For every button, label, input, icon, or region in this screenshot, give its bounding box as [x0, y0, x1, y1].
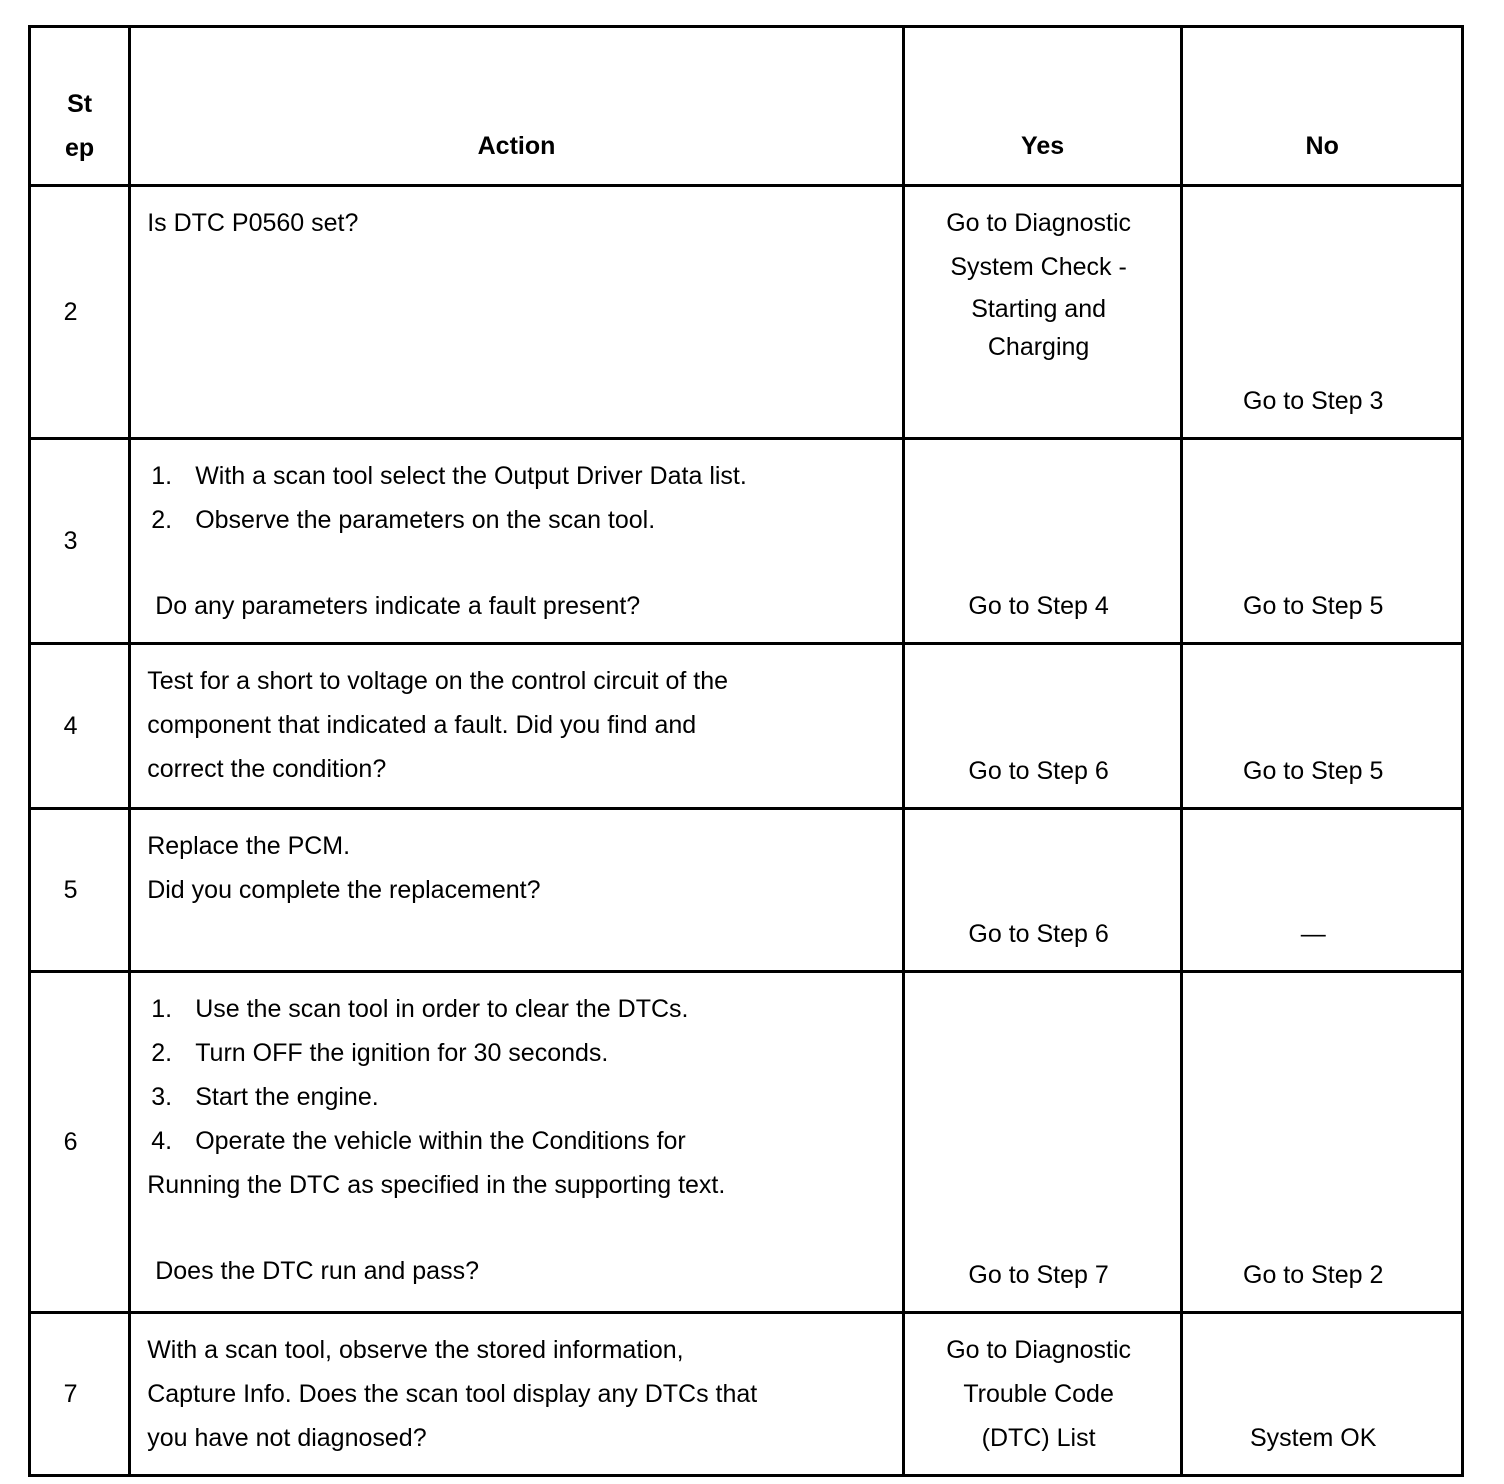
step-number: 6: [30, 972, 130, 1313]
action-cell: [130, 644, 904, 809]
yes-outcome: Go to Step 7: [968, 1261, 1109, 1289]
yes-line: Trouble Code: [963, 1380, 1114, 1408]
no-outcome: Go to Step 5: [1243, 757, 1384, 785]
step-number: 2: [30, 186, 130, 439]
yes-line: Go to Diagnostic: [946, 1336, 1132, 1364]
step-number: 3: [30, 439, 130, 644]
step-number: 4: [30, 644, 130, 809]
action-text: Capture Info. Does the scan tool display any DTCs that: [147, 1380, 758, 1408]
no-outcome: Go to Step 5: [1243, 592, 1384, 620]
no-cell: [1182, 186, 1463, 439]
no-cell: [1182, 439, 1463, 644]
no-cell: [1182, 644, 1463, 809]
yes-line: Go to Diagnostic: [946, 209, 1132, 237]
diagnostic-table: [28, 25, 1464, 1477]
yes-cell: [903, 644, 1182, 809]
action-list-item: 4. Operate the vehicle within the Conditions for: [151, 1127, 686, 1155]
yes-outcome: Go to Step 6: [968, 757, 1109, 785]
step-number: 7: [30, 1313, 130, 1476]
action-continuation: Running the DTC as specified in the supporting text.: [147, 1171, 726, 1199]
no-outcome: —: [1300, 920, 1326, 948]
step-number: 5: [30, 809, 130, 972]
table-row: [30, 186, 1463, 439]
action-question: Do any parameters indicate a fault present?: [155, 592, 641, 620]
action-text: Replace the PCM.: [147, 832, 351, 860]
table-row: [30, 1313, 1463, 1476]
action-text: Did you complete the replacement?: [147, 876, 541, 904]
action-cell: [130, 809, 904, 972]
yes-cell: [903, 186, 1182, 439]
action-text: With a scan tool, observe the stored information,: [147, 1336, 684, 1364]
action-text: correct the condition?: [147, 755, 387, 783]
yes-cell: [903, 1313, 1182, 1476]
table-row: [30, 972, 1463, 1313]
action-list-item: 1. With a scan tool select the Output Driver Data list.: [151, 462, 747, 490]
yes-line: (DTC) List: [981, 1424, 1096, 1452]
table-row: [30, 644, 1463, 809]
action-list-item: 1. Use the scan tool in order to clear the DTCs.: [151, 995, 689, 1023]
header-step-line1: St: [67, 90, 93, 118]
action-cell: [130, 1313, 904, 1476]
yes-line: System Check -: [950, 253, 1127, 281]
action-list-item: 2. Turn OFF the ignition for 30 seconds.: [151, 1039, 609, 1067]
header-yes: Yes: [903, 27, 1182, 186]
yes-outcome: Go to Step 4: [968, 592, 1109, 620]
header-step-line2: ep: [65, 134, 95, 162]
yes-line: Charging: [987, 333, 1090, 361]
table-row: [30, 439, 1463, 644]
no-outcome: System OK: [1249, 1424, 1377, 1452]
no-outcome: Go to Step 3: [1243, 387, 1384, 415]
no-cell: [1182, 1313, 1463, 1476]
no-cell: [1182, 972, 1463, 1313]
action-cell: [130, 439, 904, 644]
header-row: [30, 27, 1463, 186]
action-text: Is DTC P0560 set?: [147, 209, 359, 237]
yes-cell: [903, 809, 1182, 972]
no-cell: [1182, 809, 1463, 972]
yes-cell: [903, 972, 1182, 1313]
action-question: Does the DTC run and pass?: [155, 1257, 479, 1285]
action-list-item: 3. Start the engine.: [151, 1083, 379, 1111]
yes-line: Starting and: [971, 295, 1107, 323]
no-outcome: Go to Step 2: [1243, 1261, 1384, 1289]
yes-outcome: Go to Step 6: [968, 920, 1109, 948]
header-no: No: [1182, 27, 1463, 186]
action-text: you have not diagnosed?: [147, 1424, 427, 1452]
table-row: [30, 809, 1463, 972]
header-step: [30, 27, 130, 186]
action-cell: [130, 186, 904, 439]
action-text: component that indicated a fault. Did you find and: [147, 711, 697, 739]
action-list-item: 2. Observe the parameters on the scan tool.: [151, 506, 656, 534]
action-text: Test for a short to voltage on the control circuit of the: [147, 667, 729, 695]
header-action: Action: [130, 27, 904, 186]
yes-cell: [903, 439, 1182, 644]
action-cell: [130, 972, 904, 1313]
